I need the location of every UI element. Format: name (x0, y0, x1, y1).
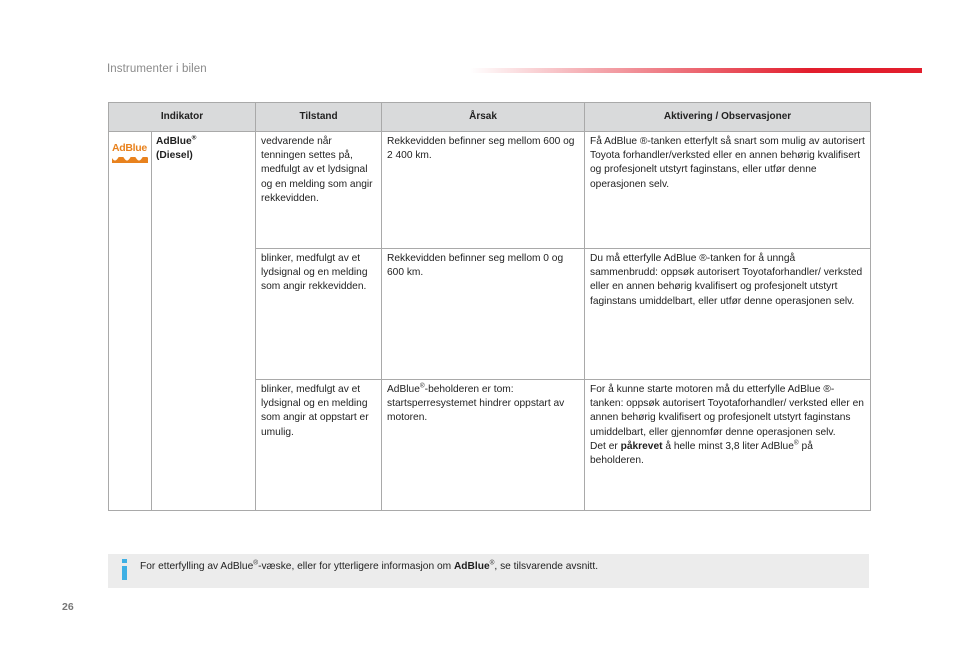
aktivering-cell: Du må etterfylle AdBlue ®-tanken for å unngå sammenbrudd: oppsøk autorisert Toyotaforhandler/ verksted eller en annen behørig kvalifisert og profesjonelt utstyrt faginstans umiddelbart, eller utfør denne operasjonen selv. (585, 249, 871, 380)
aktivering-text-bold: påkrevet (620, 440, 663, 452)
adblue-icon-label: AdBlue (112, 142, 147, 154)
arsak-cell: Rekkevidden befinner seg mellom 0 og 600 km. (382, 249, 585, 380)
info-note-text (140, 561, 598, 572)
column-header-tilstand: Tilstand (256, 103, 382, 132)
arsak-text-pre: AdBlue (387, 384, 420, 395)
aktivering-text-post: på beholderen. (590, 440, 813, 467)
column-header-indikator: Indikator (109, 103, 256, 132)
page-section-title: Instrumenter i bilen (107, 63, 207, 75)
registered-mark: ® (419, 382, 425, 390)
column-header-aktivering: Aktivering / Observasjoner (585, 103, 871, 132)
aktivering-cell: Få AdBlue ®-tanken etterfylt så snart som mulig av autorisert Toyota forhandler/verksted eller en annen behørig kvalifisert og profesjonelt utstyrt faginstans, eller utfør denne operasjonen selv. (585, 132, 871, 249)
aktivering-text-mid: å helle minst 3,8 liter AdBlue (662, 440, 794, 452)
registered-mark: ® (191, 134, 197, 142)
column-header-arsak: Årsak (382, 103, 585, 132)
arsak-cell: Rekkevidden befinner seg mellom 600 og 2 400 km. (382, 132, 585, 249)
note-text-mid: -væske, eller for ytterligere informasjon om (258, 561, 454, 572)
arsak-text-post: -beholderen er tom: startsperresystemet hindrer oppstart av motoren. (387, 384, 565, 424)
indicator-name-cell (152, 132, 256, 511)
wave-icon (112, 157, 148, 163)
registered-mark: ® (253, 559, 259, 567)
header-accent-bar (470, 68, 922, 73)
page-number: 26 (62, 601, 74, 613)
registered-mark: ® (489, 559, 495, 567)
aktivering-text-line1: For å kunne starte motoren må du etterfylle AdBlue ®-tanken: oppsøk autorisert Toyotaforhandler/ verksted eller en annen behørig kvalifisert og profesjonelt utstyrt faginstans umiddelbart, eller gjennomfør denne operasjonen selv. (590, 384, 864, 438)
indicator-name: AdBlue (156, 136, 192, 147)
aktivering-text-pre: Det er (590, 440, 621, 452)
adblue-warning-icon (112, 142, 150, 163)
note-text-bold: AdBlue (453, 561, 490, 572)
aktivering-cell (585, 380, 871, 511)
tilstand-cell: blinker, medfulgt av et lydsignal og en melding som angir at oppstart er umulig. (256, 380, 382, 511)
table-header-row (109, 103, 871, 132)
indicator-icon-cell (109, 132, 152, 511)
info-note (108, 554, 869, 588)
indicator-fuel-type: (Diesel) (156, 150, 193, 162)
table-row (109, 132, 871, 249)
info-icon (120, 557, 130, 581)
registered-mark: ® (793, 439, 799, 447)
arsak-cell (382, 380, 585, 511)
note-text-pre: For etterfylling av AdBlue (140, 561, 254, 572)
indicator-table (108, 102, 871, 511)
tilstand-cell: blinker, medfulgt av et lydsignal og en melding som angir rekkevidden. (256, 249, 382, 380)
note-text-post: , se tilsvarende avsnitt. (494, 561, 599, 572)
tilstand-cell: vedvarende når tenningen settes på, medfulgt av et lydsignal og en melding som angir rekkevidden. (256, 132, 382, 249)
